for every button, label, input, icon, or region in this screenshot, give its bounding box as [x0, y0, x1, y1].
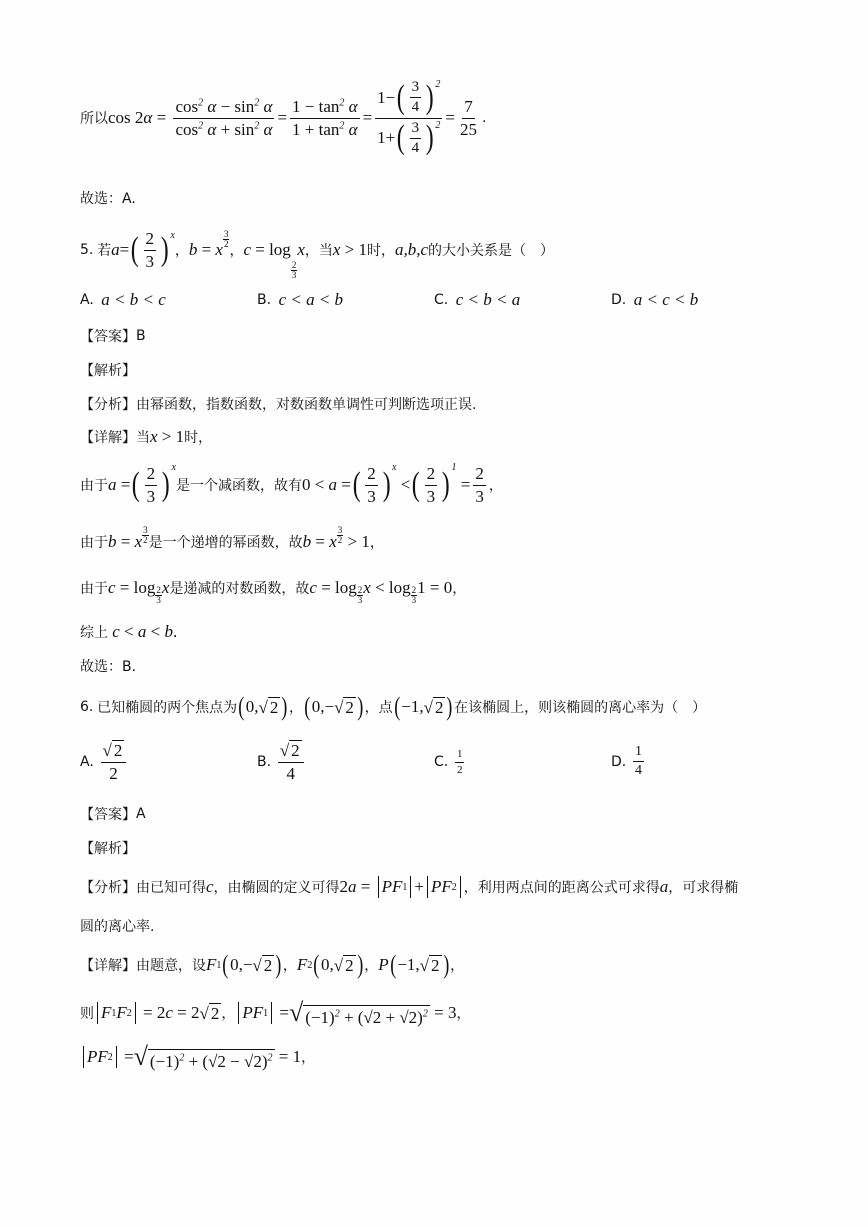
q5-option-c[interactable]: C. c < b < a — [434, 290, 521, 309]
q5-stem: 5. 若 a = ( $\frac{2}{3}$ ) x ， b = x 3 2 ， c = log 2 3 x ， 当 x > 1 时， a,b,c 的大小关系是（ ） — [80, 228, 555, 280]
q6-fenxi-2: 圆的离心率. — [80, 919, 155, 935]
q6-option-c[interactable]: C. $\frac{1}{2}$ — [434, 748, 463, 776]
answer-value: B — [136, 328, 146, 344]
fraction-cos-sin: $\frac{\cos^2 \alpha - \sin^2 \alpha}{\cos^2 \alpha + \sin^2 \alpha}$ — [175, 96, 273, 139]
math-eq: = — [152, 108, 171, 127]
q6-option-d[interactable]: D. $\frac{1}{4}$ — [611, 744, 642, 779]
math-eq: = — [277, 108, 288, 127]
q6-fenxi-1: 【分析】 由已知可得 c ，由椭圆的定义可得 2 a = PF 1 + PF 2 ，利用两点间的距离公式可求得 a ，可求得椭 — [80, 877, 739, 896]
q4-choice-line — [80, 188, 136, 208]
q6-detail-2: 则 F 1 F 2 = 2 c = 2 √ 2 ， PF 1 = √ $(-1)^2 + (√2 + √2)^2$ = 3 ， — [80, 998, 471, 1027]
q5-detail-4: 由于 c = log 2 3 x 是递减的对数函数，故 c = log 2 3 x < log 2 3 1 = 0 ， — [80, 578, 467, 605]
q6-option-a[interactable]: A. √ 2 2 — [80, 740, 129, 783]
math-a: a — [111, 240, 120, 259]
fraction-3-4: 1− ( $\frac{3}{4}$ ) 2 1+ ( $\frac{3}{4}$ ) 2 — [377, 78, 441, 157]
q6-answer: 【答案】 A — [80, 806, 146, 823]
math-alpha: α — [143, 108, 153, 127]
q5-option-b[interactable]: B. c < a < b — [257, 290, 344, 309]
q6-analysis-tag: 【解析】 — [80, 841, 136, 857]
q5-fenxi: 【分析】 由幂函数，指数函数，对数函数单调性可判断选项正误. — [80, 397, 477, 413]
q6-stem: 6. 已知椭圆的两个焦点为 ( 0, √ 2 ) ， ( 0,− √ 2 ) ， 点 ( −1, √ 2 ) 在该椭圆上，则该椭圆的离心率为（ ） — [80, 692, 707, 721]
fraction-tan: $\frac{1 - \tan^2 \alpha}{1 + \tan^2 \alpha}$ — [292, 96, 358, 139]
q5-analysis-tag: 【解析】 — [80, 363, 136, 379]
math-eq: = — [445, 108, 456, 127]
q4-derivation-line — [80, 78, 487, 157]
q6-option-b[interactable]: B. √ 2 4 — [257, 740, 307, 783]
q6-detail-3: PF 2 = √ $(-1)^2 + (√2 - √2)^2$ = 1 ， — [80, 1042, 315, 1072]
q6-detail-1: 【详解】 由题意，设 F 1 ( 0,− √ 2 ) ， F 2 ( 0, √ 2 ) ， P ( −1, √ 2 ) ， — [80, 950, 465, 979]
q5-choice: 故选：B. — [80, 659, 137, 675]
fraction-result: $\frac{7}{25}$ — [460, 96, 478, 139]
lead-text: 所以 — [80, 111, 108, 127]
choice-text: 故选：A. — [80, 191, 136, 207]
q5-option-a[interactable]: A. a < b < c — [80, 290, 166, 309]
math-cos: cos 2 — [108, 108, 144, 127]
q5-detail-5: 综上 c < a < b . — [80, 622, 178, 641]
q5-answer: 【答案】 B — [80, 328, 146, 345]
q5-detail-2: 由于 a = ( $\frac{2}{3}$ ) x 是一个减函数，故有 0 < a = ( $\frac{2}{3}$ ) x < ( $\frac{2}{3}$ ) 1 = $\frac{2}{3}$ ， — [80, 462, 503, 506]
answer-value: A — [136, 806, 146, 822]
q5-detail-3: 由于 b = x 3 2 是一个递增的幂函数，故 b = x 3 2 > 1 ， — [80, 525, 384, 551]
math-eq: = — [362, 108, 373, 127]
q5-detail-1: 【详解】 当 x > 1 时， — [80, 427, 213, 446]
question-number: 5. — [80, 242, 94, 258]
q5-option-d[interactable]: D. a < c < b — [611, 290, 699, 309]
period: . — [482, 110, 487, 126]
ruo-text: 若 — [97, 243, 112, 259]
